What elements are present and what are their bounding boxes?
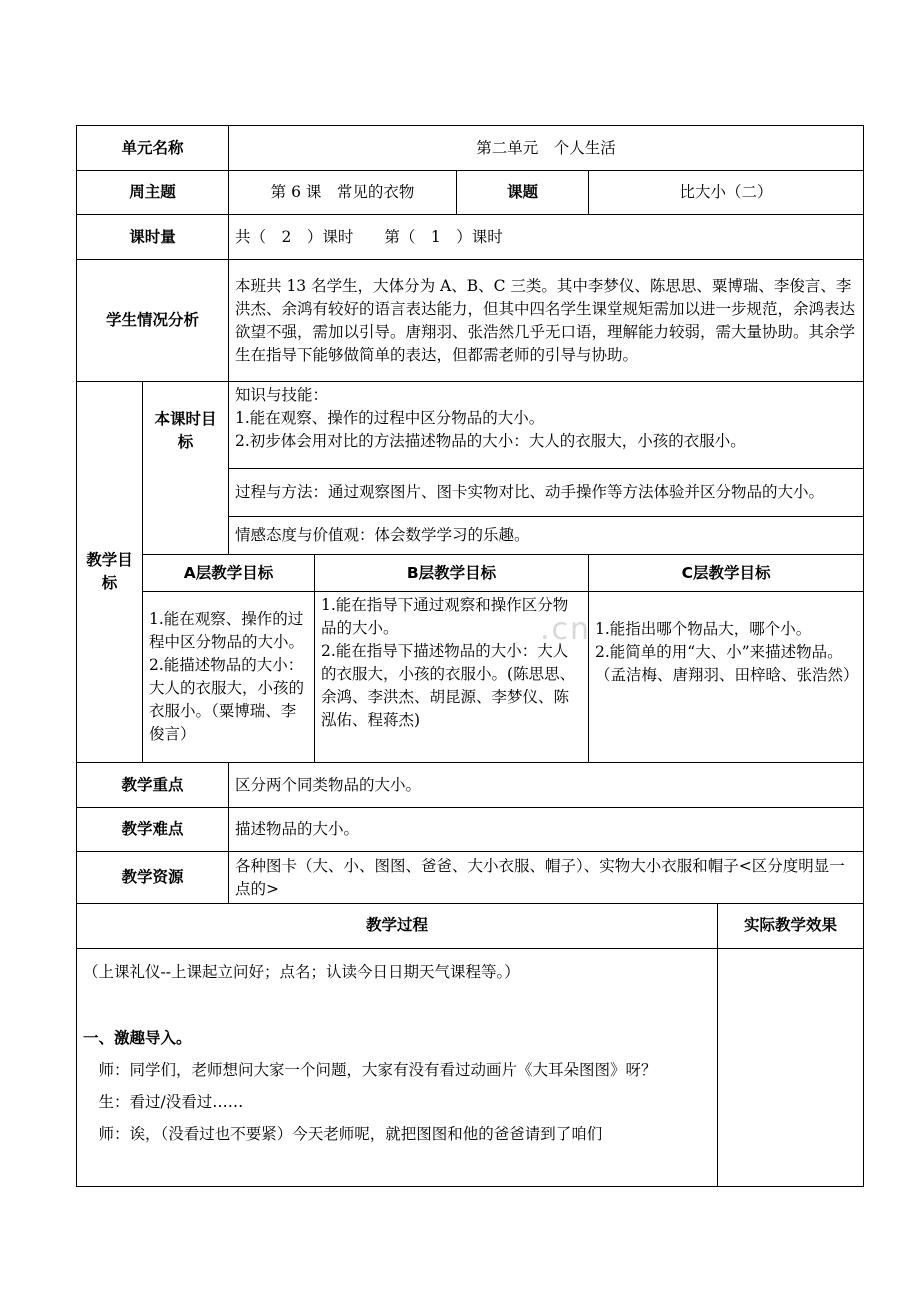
difficulty-value: 描述物品的大小。 [229,808,864,852]
hours-value: 共（ 2 ）课时 第（ 1 ）课时 [229,215,864,260]
attitude-value: 情感态度与价值观：体会数学学习的乐趣。 [229,517,864,555]
knowledge-title: 知识与技能： [235,386,329,404]
a-goal-label: A层教学目标 [143,555,315,592]
process-heading-1 [83,1025,711,1051]
process-line-1: （上课礼仪--上课起立问好；点名；认读今日日期天气课程等。） [83,962,520,981]
resources-value: 各种图卡（大、小、图图、爸爸、大小衣服、帽子）、实物大小衣服和帽子<区分度明显一点的> [229,852,864,904]
c-goal-label: C层教学目标 [589,555,864,592]
a-goal-cell [143,592,315,763]
process-method-value: 过程与方法：通过观察图片、图卡实物对比、动手操作等方法体验并区分物品的大小。 [229,469,864,517]
process-heading-text: 一、激趣导入。 [83,1028,192,1047]
a-goal-item-1: 1.能在观察、操作的过程中区分物品的大小。 [149,610,305,651]
knowledge-item-1: 1.能在观察、操作的过程中区分物品的大小。 [235,409,545,427]
lesson-goal-label: 本课时目标 [143,382,229,555]
b-goal-item-2: 2.能在指导下描述物品的大小：大人的衣服大，小孩的衣服小。(陈思思、余鸿、李洪杰、胡昆源、李梦仪、陈泓佑、程蒋杰) [321,642,576,729]
c-goal-item-2: 2.能简单的用“大、小”来描述物品。（孟洁梅、唐翔羽、田梓晗、张浩然） [595,643,859,684]
lesson-plan-page [76,125,863,1187]
key-point-label: 教学重点 [77,763,229,808]
process-line-2: 师：同学们，老师想问大家一个问题，大家有没有看过动画片《大耳朵图图》呀？ [98,1060,657,1079]
a-goal-item-2: 2.能描述物品的大小：大人的衣服大，小孩的衣服小。（粟博瑞、李俊言） [149,656,305,743]
resources-label: 教学资源 [77,852,229,904]
process-content [77,948,718,1186]
key-point-value: 区分两个同类物品的大小。 [229,763,864,808]
hours-label: 课时量 [77,215,229,260]
process-line-4: 师：诶，（没看过也不要紧）今天老师呢，就把图图和他的爸爸请到了咱们 [98,1124,603,1143]
c-goal-item-1: 1.能指出哪个物品大，哪个小。 [595,620,812,638]
process-table [76,904,864,1187]
c-goal-cell [589,592,864,763]
process-line-3: 生：看过/没看过…… [98,1092,244,1111]
student-analysis-label: 学生情况分析 [77,260,229,382]
week-theme-value: 第 6 课 常见的衣物 [229,171,457,215]
topic-value: 比大小（二） [589,171,864,215]
unit-name-label: 单元名称 [77,126,229,171]
difficulty-label: 教学难点 [77,808,229,852]
effect-label: 实际教学效果 [718,904,864,948]
b-goal-item-1: 1.能在指导下通过观察和操作区分物品的大小。 [321,596,569,637]
process-label: 教学过程 [77,904,718,948]
knowledge-item-2: 2.初步体会用对比的方法描述物品的大小：大人的衣服大，小孩的衣服小。 [235,432,746,450]
effect-cell [718,948,864,1186]
week-theme-label: 周主题 [77,171,229,215]
watermark: .cn [540,612,592,647]
knowledge-skill-cell [229,382,864,469]
b-goal-label: B层教学目标 [315,555,589,592]
student-analysis-value: 本班共 13 名学生，大体分为 A、B、C 三类。其中李梦仪、陈思思、粟博瑞、李俊言、李洪杰、余鸿有较好的语言表达能力，但其中四名学生课堂规矩需加以进一步规范，余鸿表达欲望不强，需加以引导。唐翔羽、张浩然几乎无口语，理解能力较弱，需大量协助。其余学生在指导下能够做简单的表达，但都需老师的引导与协助。 [229,260,864,382]
unit-name-value: 第二单元 个人生活 [229,126,864,171]
topic-label: 课题 [457,171,589,215]
teaching-goal-label: 教学目标 [77,382,143,763]
lesson-info-table [76,125,864,904]
